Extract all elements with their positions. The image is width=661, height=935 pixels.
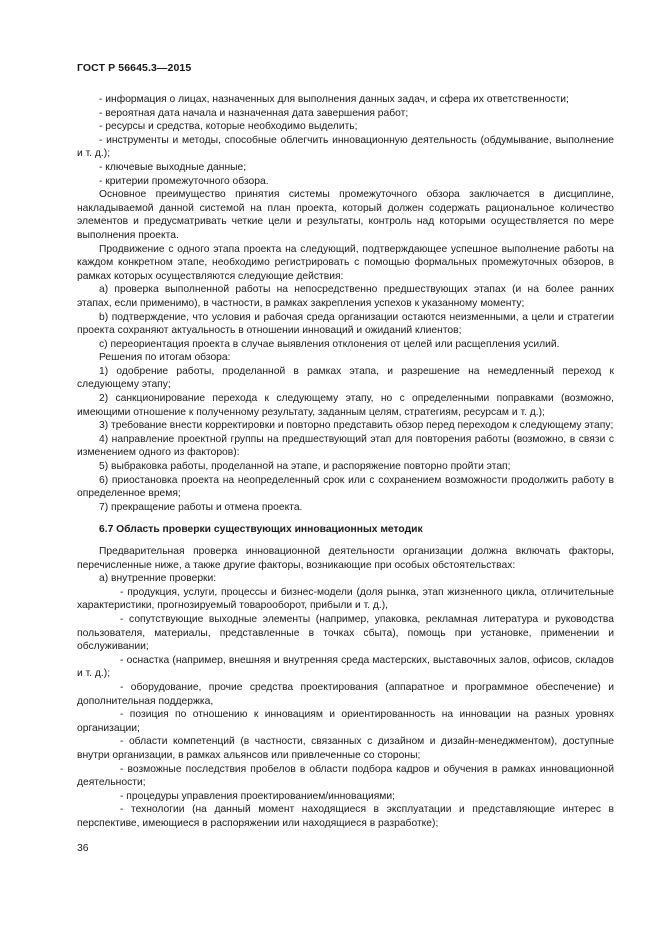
paragraph: - критерии промежуточного обзора. [99,175,269,187]
paragraph: 7) прекращение работы и отмена проекта. [99,501,303,513]
paragraph: 3) требование внести корректировки и повторно представить обзор перед переходом к следующему этапу; [99,420,614,432]
document-header: ГОСТ Р 56645.3—2015 [77,62,192,74]
paragraph: - ключевые выходные данные; [99,161,247,173]
list-item: - области компетенций (в частности, связанных с дизайном и дизайн-менеджментом), доступные внутри организации, в рамках альянсов или привлеченные со стороны; [77,736,614,761]
list-item: - позиция по отношению к инновациям и ориентированность на инновации на разных уровнях организации; [77,709,614,734]
paragraph: 2) санкционирование перехода к следующему этапу, но с определенными поправками (возможно, имеющими отношение к полученному результату, заданным целям, стратегиям, ресурсам и т. д.); [77,393,614,418]
list-item: - продукция, услуги, процессы и бизнес-модели (доля рынка, этап жизненного цикла, отличительные характеристики, прогнозируемый товарооборот, прибыли и т. д.), [77,586,614,612]
page-number: 36 [77,843,89,854]
section-heading: 6.7 Область проверки существующих инновационных методик [99,524,423,536]
paragraph: 1) одобрение работы, проделанной в рамках этапа, и разрешение на немедленный переход к следующему этапу; [77,365,614,391]
paragraph: b) подтверждение, что условия и рабочая среда организации остаются неизменными, а цели и стратегии проекта сохраняют актуальность в отношении инноваций и ожиданий клиентов; [77,311,614,337]
paragraph: c) переориентация проекта в случае выявления отклонения от целей или расщепления усилий. [99,338,560,350]
list-item: - оснастка (например, внешняя и внутренняя среда мастерских, выставочных залов, офисов, складов и т. д.); [77,654,614,680]
paragraph: - ресурсы и средства, которые необходимо выделить; [99,121,358,133]
paragraph: Основное преимущество принятия системы промежуточного обзора заключается в дисциплине, накладываемой данной системой на план проекта, который должен содержать рациональное количество элементов и предусматривать четкие цели и результаты, контроль над которыми осуществляется по мере выполнения проекта. [77,189,614,241]
list-item: - сопутствующие выходные элементы (например, упаковка, рекламная литература и руководства пользователя, материалы, представленные в точках сбыта), помощь при установке, применении и обслуживании; [77,613,614,653]
paragraph: Решения по итогам обзора: [99,352,231,364]
paragraph: 5) выбраковка работы, проделанной на этапе, и распоряжение повторно пройти этап; [99,461,511,473]
paragraph: 6) приостановка проекта на неопределенный срок или с сохранением возможности продолжить работу в определенное время; [77,474,614,500]
document-body [77,93,614,830]
paragraphs-before-section [77,93,614,514]
paragraph: - вероятная дата начала и назначенная дата завершения работ; [99,107,409,119]
paragraph: Предварительная проверка инновационной деятельности организации должна включать факторы, перечисленные ниже, а также другие факторы, возникающие при особых обстоятельствах: [77,546,614,571]
paragraph: a) проверка выполненной работы на непосредственно предшествующих этапах (и на более ранних этапах, если применимо), в частности, в рамках закрепления успехов к указанному моменту; [77,284,614,309]
paragraph: - инструменты и методы, способные облегчить инновационную деятельность (обдумывание, выполнение и т. д.); [77,134,614,160]
list-item: - оборудование, прочие средства проектирования (аппаратное и программное обеспечение) и дополнительная поддержка, [77,681,614,707]
paragraphs-after-section [77,545,614,830]
paragraph: Продвижение с одного этапа проекта на следующий, подтверждающее успешное выполнение работы на каждом конкретном этапе, необходимо регистрировать с помощью формальных промежуточных обзоров, в рамках которых осуществляются следующие действия: [77,243,614,282]
list-item: - возможные последствия пробелов в области подбора кадров и обучения в рамках инновационной деятельности; [77,763,614,789]
paragraph: 4) направление проектной группы на предшествующий этап для повторения работы (возможно, в связи с изменением одного из факторов): [77,433,614,459]
paragraph: - информация о лицах, назначенных для выполнения данных задач, и сфера их ответственности; [99,94,569,105]
list-item: - процедуры управления проектированием/инновациями; [120,790,395,802]
list-item: - технологии (на данный момент находящиеся в эксплуатации и представляющие интерес в перспективе, имеющиеся в распоряжении или находящиеся в разработке); [77,804,614,829]
paragraph: a) внутренние проверки: [99,573,217,585]
